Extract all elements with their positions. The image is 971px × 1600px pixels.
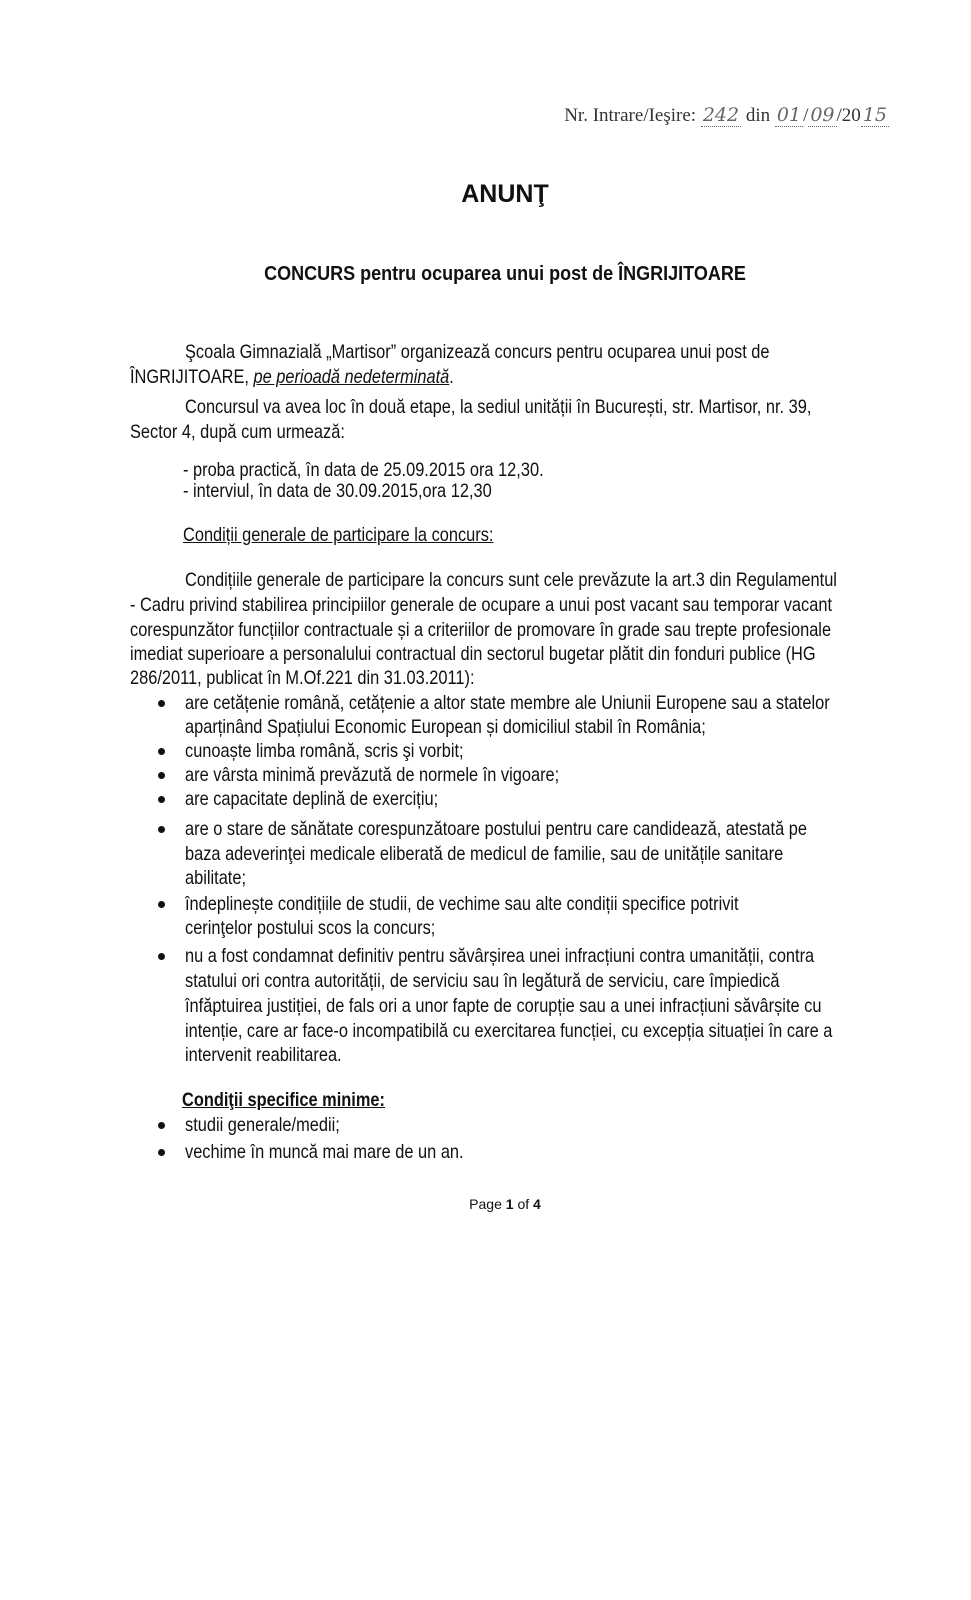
page-total: 4 bbox=[533, 1196, 541, 1212]
paragraph-line: Condițiile generale de participare la concurs sunt cele prevăzute la art.3 din Regulamentul bbox=[185, 569, 837, 591]
list-item: vechime în muncă mai mare de un an. bbox=[185, 1141, 464, 1163]
page-of: of bbox=[513, 1196, 534, 1212]
bullet-icon bbox=[158, 772, 165, 779]
registration-number: Nr. Intrare/Ieşire: 242 din 01 / 09 /20 15 bbox=[564, 104, 887, 126]
intro-line bbox=[130, 366, 454, 388]
page-label: Page bbox=[469, 1196, 506, 1212]
bullet-icon bbox=[158, 748, 165, 755]
list-item: intenție, care ar face-o incompatibilă cu exercitarea funcției, cu excepția situației în care a bbox=[185, 1020, 833, 1042]
bullet-icon bbox=[158, 901, 165, 908]
date-day: 01 bbox=[776, 104, 802, 126]
registration-label: Nr. Intrare/Ieşire: bbox=[564, 105, 697, 126]
list-item: cunoaște limba română, scris şi vorbit; bbox=[185, 740, 464, 762]
bullet-icon bbox=[158, 1149, 165, 1156]
section-heading-general: Condiții generale de participare la concurs: bbox=[183, 524, 494, 546]
paragraph-line: corespunzător funcțiilor contractuale și a criteriilor de promovare în grade sau trepte profesionale bbox=[130, 619, 832, 641]
din-label: din bbox=[745, 105, 771, 126]
list-item: are o stare de sănătate corespunzătoare postului pentru care candidează, atestată pe bbox=[185, 818, 807, 840]
intro-line: Sector 4, după cum urmează: bbox=[130, 421, 345, 443]
section-heading-specific: Condiţii specifice minime: bbox=[182, 1089, 385, 1111]
date-year-prefix: /20 bbox=[836, 105, 861, 126]
bullet-icon bbox=[158, 953, 165, 960]
list-item: nu a fost condamnat definitiv pentru săvârșirea unei infracțiuni contra umanității, contra bbox=[185, 945, 815, 967]
paragraph-line: 286/2011, publicat în M.Of.221 din 31.03.2011): bbox=[130, 667, 475, 689]
stage-item: - interviul, în data de 30.09.2015,ora 12,30 bbox=[183, 480, 492, 502]
registration-number-value: 242 bbox=[702, 104, 740, 126]
bullet-icon bbox=[158, 1122, 165, 1129]
intro-text: . bbox=[449, 366, 454, 388]
intro-text: ÎNGRIJITOARE, bbox=[130, 366, 254, 388]
date-month: 09 bbox=[810, 104, 835, 126]
list-item: are vârsta minimă prevăzută de normele în vigoare; bbox=[185, 764, 560, 786]
list-item: are cetățenie română, cetățenie a altor state membre ale Uniunii Europene sau a statelor bbox=[185, 692, 830, 714]
page-subtitle: CONCURS pentru ocuparea unui post de ÎNGRIJITOARE bbox=[264, 263, 746, 285]
page-current: 1 bbox=[505, 1196, 514, 1212]
bullet-icon bbox=[158, 700, 165, 707]
page-title: ANUNŢ bbox=[461, 180, 549, 208]
page-number bbox=[0, 1196, 971, 1212]
intro-emphasis: pe perioadă nedeterminată bbox=[253, 366, 450, 388]
paragraph-line: - Cadru privind stabilirea principiilor generale de ocupare a unui post vacant sau temporar vacant bbox=[130, 594, 833, 616]
list-item: îndeplinește condițiile de studii, de vechime sau alte condiții specifice potrivit bbox=[185, 893, 739, 915]
list-item: statului ori contra autorității, de serviciu sau în legătură de serviciu, care împiedică bbox=[185, 970, 780, 992]
stage-item: - proba practică, în data de 25.09.2015 ora 12,30. bbox=[183, 459, 544, 481]
intro-line: Concursul va avea loc în două etape, la sediul unității în București, str. Martisor, nr. 39, bbox=[185, 396, 812, 418]
list-item: intervenit reabilitarea. bbox=[185, 1044, 342, 1066]
list-item: abilitate; bbox=[185, 867, 247, 889]
list-item: aparținând Spațiului Economic European și domiciliul stabil în România; bbox=[185, 716, 706, 738]
intro-line: Şcoala Gimnazială „Martisor” organizează concurs pentru ocuparea unui post de bbox=[185, 341, 770, 363]
list-item: studii generale/medii; bbox=[185, 1114, 340, 1136]
list-item: cerinţelor postului scos la concurs; bbox=[185, 917, 436, 939]
date-year-suffix: 15 bbox=[862, 104, 887, 126]
list-item: are capacitate deplină de exercițiu; bbox=[185, 788, 439, 810]
bullet-icon bbox=[158, 826, 165, 833]
paragraph-line: imediat superioare a personalului contractual din sectorul bugetar plătit din fonduri publice (HG bbox=[130, 643, 816, 665]
bullet-icon bbox=[158, 796, 165, 803]
list-item: baza adeverinţei medicale eliberată de medicul de familie, sau de unitățile sanitare bbox=[185, 843, 784, 865]
list-item: înfăptuirea justiției, de fals ori a unor fapte de corupție sau a unei infracțiuni săvârșite cu bbox=[185, 995, 822, 1017]
